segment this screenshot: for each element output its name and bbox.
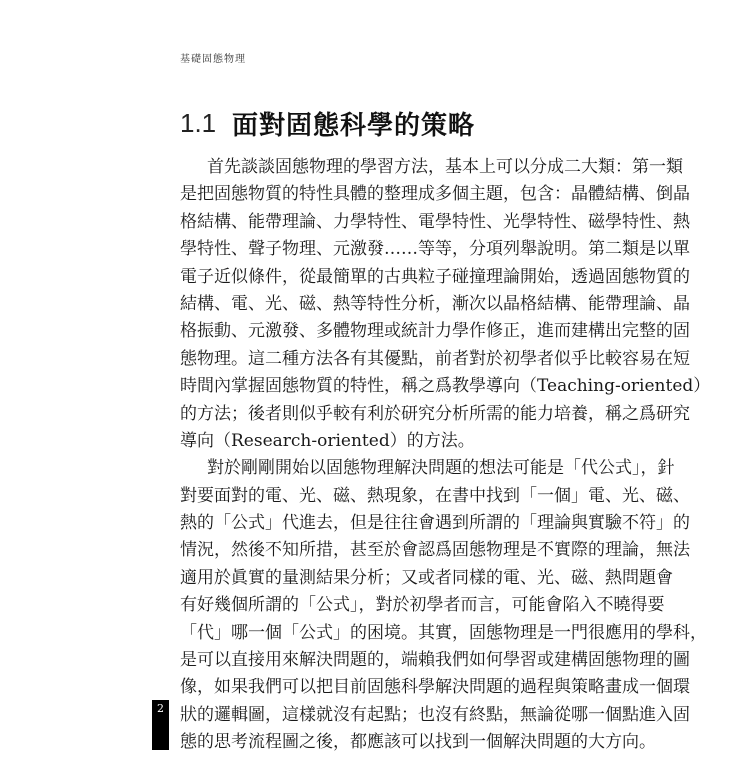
text-line: 是可以直接用來解決問題的，端賴我們如何學習或建構固態物理的圖 [180,650,690,671]
text-line: 的方法；後者則似乎較有利於研究分析所需的能力培養，稱之爲研究 [180,403,690,424]
text-line: 格結構、能帶理論、力學特性、電學特性、光學特性、磁學特性、熱 [180,211,690,232]
section-number: 1.1 [180,107,217,138]
text-line: 熱的「公式」代進去，但是往往會遇到所謂的「理論與實驗不符」的 [180,513,690,534]
text-line: 像，如果我們可以把目前固態科學解決問題的過程與策略畫成一個環 [180,677,690,698]
page-number-tab [152,700,169,750]
text-line: 態物理。這二種方法各有其優點，前者對於初學者似乎比較容易在短 [180,348,690,369]
running-head: 基礎固態物理 [180,54,246,65]
text-line: 學特性、聲子物理、元激發……等等，分項列舉說明。第二類是以單 [180,239,690,260]
text-line: 導向（Research-oriented）的方法。 [180,430,475,451]
text-line: 適用於眞實的量測結果分析；又或者同樣的電、光、磁、熱問題會 [180,567,673,588]
text-line: 是把固態物質的特性具體的整理成多個主題，包含：晶體結構、倒晶 [180,184,690,205]
text-line: 狀的邏輯圖，這樣就沒有起點；也沒有終點，無論從哪一個點進入固 [180,704,690,725]
text-line: 時間內掌握固態物質的特性，稱之爲教學導向（Teaching-oriented） [180,376,711,397]
text-line: 有好幾個所謂的「公式」，對於初學者而言，可能會陷入不曉得要 [180,595,665,616]
text-line: 電子近似條件，從最簡單的古典粒子碰撞理論開始，透過固態物質的 [180,266,690,287]
text-line: 對要面對的電、光、磁、熱現象，在書中找到「一個」電、光、磁、 [180,485,690,506]
text-line: 情況，然後不知所措，甚至於會認爲固態物理是不實際的理論，無法 [180,540,690,561]
text-line: 態的思考流程圖之後，都應該可以找到一個解決問題的大方向。 [180,732,656,753]
section-heading [180,106,475,140]
text-line: 格振動、元激發、多體物理或統計力學作修正，進而建構出完整的固 [180,321,690,342]
body-text [180,154,711,757]
text-line: 結構、電、光、磁、熱等特性分析，漸次以晶格結構、能帶理論、晶 [180,293,690,314]
page-number: 2 [157,702,164,715]
text-line: 對於剛剛開始以固態物理解決問題的想法可能是「代公式」，針 [207,458,675,479]
text-line: 「代」哪一個「公式」的困境。其實，固態物理是一門很應用的學科， [180,622,707,643]
section-title: 面對固態科學的策略 [232,110,476,141]
text-line: 首先談談固態物理的學習方法，基本上可以分成二大類：第一類 [207,157,683,177]
